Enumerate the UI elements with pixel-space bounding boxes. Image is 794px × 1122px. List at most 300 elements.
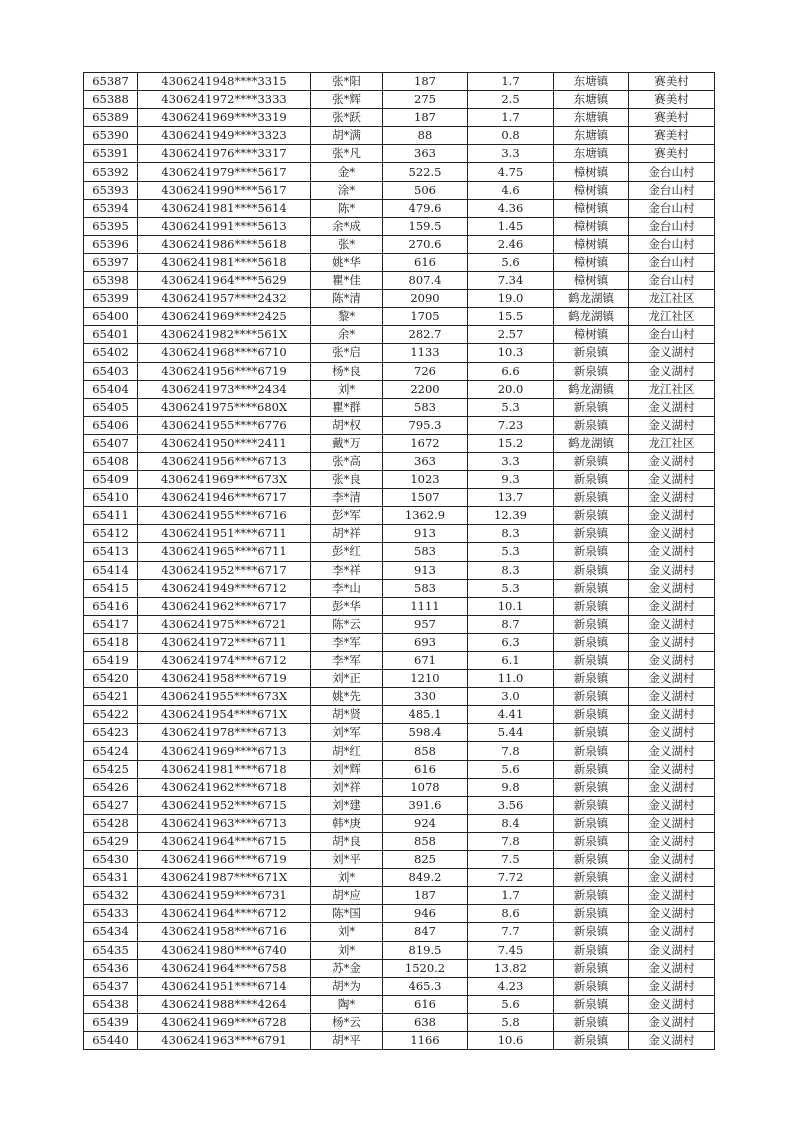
quantity-cell: 6.1 (468, 652, 554, 670)
quantity-cell: 2.5 (468, 91, 554, 109)
serial-number-cell: 65402 (84, 344, 138, 362)
quantity-cell: 8.4 (468, 814, 554, 832)
quantity-cell: 4.23 (468, 977, 554, 995)
amount-cell: 807.4 (383, 272, 468, 290)
quantity-cell: 7.7 (468, 923, 554, 941)
quantity-cell: 5.6 (468, 253, 554, 271)
serial-number-cell: 65389 (84, 109, 138, 127)
town-cell: 樟树镇 (554, 181, 629, 199)
quantity-cell: 9.8 (468, 778, 554, 796)
table-row (84, 652, 715, 670)
town-cell: 樟树镇 (554, 217, 629, 235)
quantity-cell: 5.3 (468, 543, 554, 561)
village-cell: 金义湖村 (629, 869, 715, 887)
village-cell: 金义湖村 (629, 706, 715, 724)
table-row (84, 670, 715, 688)
quantity-cell: 8.3 (468, 561, 554, 579)
village-cell: 金义湖村 (629, 489, 715, 507)
village-cell: 金台山村 (629, 217, 715, 235)
village-cell: 金义湖村 (629, 977, 715, 995)
name-cell: 胡*良 (311, 832, 383, 850)
serial-number-cell: 65435 (84, 941, 138, 959)
quantity-cell: 0.8 (468, 127, 554, 145)
amount-cell: 616 (383, 760, 468, 778)
quantity-cell: 7.72 (468, 869, 554, 887)
name-cell: 刘*军 (311, 724, 383, 742)
name-cell: 张*阳 (311, 73, 383, 91)
serial-number-cell: 65411 (84, 507, 138, 525)
amount-cell: 2090 (383, 290, 468, 308)
table-row (84, 217, 715, 235)
amount-cell: 485.1 (383, 706, 468, 724)
serial-number-cell: 65404 (84, 380, 138, 398)
table-row (84, 362, 715, 380)
amount-cell: 693 (383, 633, 468, 651)
table-row (84, 561, 715, 579)
serial-number-cell: 65423 (84, 724, 138, 742)
town-cell: 新泉镇 (554, 398, 629, 416)
town-cell: 新泉镇 (554, 452, 629, 470)
id-number-cell: 4306241956****6713 (138, 452, 311, 470)
amount-cell: 1362.9 (383, 507, 468, 525)
serial-number-cell: 65410 (84, 489, 138, 507)
name-cell: 陈*清 (311, 290, 383, 308)
name-cell: 姚*先 (311, 688, 383, 706)
town-cell: 新泉镇 (554, 887, 629, 905)
town-cell: 樟树镇 (554, 199, 629, 217)
amount-cell: 330 (383, 688, 468, 706)
table-row (84, 199, 715, 217)
village-cell: 金义湖村 (629, 452, 715, 470)
town-cell: 新泉镇 (554, 525, 629, 543)
quantity-cell: 10.1 (468, 597, 554, 615)
serial-number-cell: 65401 (84, 326, 138, 344)
amount-cell: 1520.2 (383, 959, 468, 977)
amount-cell: 282.7 (383, 326, 468, 344)
amount-cell: 506 (383, 181, 468, 199)
village-cell: 龙江社区 (629, 308, 715, 326)
id-number-cell: 4306241959****6731 (138, 887, 311, 905)
id-number-cell: 4306241990****5617 (138, 181, 311, 199)
id-number-cell: 4306241988****4264 (138, 995, 311, 1013)
id-number-cell: 4306241956****6719 (138, 362, 311, 380)
village-cell: 金义湖村 (629, 1031, 715, 1049)
town-cell: 东塘镇 (554, 73, 629, 91)
amount-cell: 1023 (383, 471, 468, 489)
town-cell: 新泉镇 (554, 742, 629, 760)
village-cell: 金义湖村 (629, 525, 715, 543)
table-row (84, 597, 715, 615)
town-cell: 东塘镇 (554, 145, 629, 163)
serial-number-cell: 65430 (84, 851, 138, 869)
table-row (84, 434, 715, 452)
table-row (84, 706, 715, 724)
quantity-cell: 8.3 (468, 525, 554, 543)
table-row (84, 887, 715, 905)
village-cell: 金义湖村 (629, 543, 715, 561)
quantity-cell: 6.3 (468, 633, 554, 651)
village-cell: 金义湖村 (629, 471, 715, 489)
quantity-cell: 5.44 (468, 724, 554, 742)
serial-number-cell: 65418 (84, 633, 138, 651)
quantity-cell: 5.3 (468, 398, 554, 416)
table-row (84, 633, 715, 651)
quantity-cell: 6.6 (468, 362, 554, 380)
table-row (84, 579, 715, 597)
id-number-cell: 4306241969****3319 (138, 109, 311, 127)
id-number-cell: 4306241972****6711 (138, 633, 311, 651)
town-cell: 新泉镇 (554, 724, 629, 742)
amount-cell: 2200 (383, 380, 468, 398)
table-row (84, 814, 715, 832)
name-cell: 李*军 (311, 633, 383, 651)
name-cell: 陈*云 (311, 615, 383, 633)
quantity-cell: 1.7 (468, 887, 554, 905)
name-cell: 瞿*佳 (311, 272, 383, 290)
table-row (84, 778, 715, 796)
amount-cell: 858 (383, 832, 468, 850)
quantity-cell: 5.8 (468, 1013, 554, 1031)
village-cell: 龙江社区 (629, 380, 715, 398)
amount-cell: 825 (383, 851, 468, 869)
amount-cell: 1078 (383, 778, 468, 796)
id-number-cell: 4306241964****6715 (138, 832, 311, 850)
town-cell: 新泉镇 (554, 905, 629, 923)
serial-number-cell: 65439 (84, 1013, 138, 1031)
id-number-cell: 4306241958****6719 (138, 670, 311, 688)
serial-number-cell: 65409 (84, 471, 138, 489)
serial-number-cell: 65426 (84, 778, 138, 796)
id-number-cell: 4306241964****6712 (138, 905, 311, 923)
table-row (84, 73, 715, 91)
serial-number-cell: 65392 (84, 163, 138, 181)
town-cell: 东塘镇 (554, 109, 629, 127)
id-number-cell: 4306241980****6740 (138, 941, 311, 959)
quantity-cell: 7.8 (468, 832, 554, 850)
quantity-cell: 19.0 (468, 290, 554, 308)
serial-number-cell: 65397 (84, 253, 138, 271)
serial-number-cell: 65433 (84, 905, 138, 923)
amount-cell: 847 (383, 923, 468, 941)
id-number-cell: 4306241964****6758 (138, 959, 311, 977)
village-cell: 金义湖村 (629, 760, 715, 778)
quantity-cell: 9.3 (468, 471, 554, 489)
village-cell: 金义湖村 (629, 959, 715, 977)
id-number-cell: 4306241949****3323 (138, 127, 311, 145)
town-cell: 新泉镇 (554, 362, 629, 380)
village-cell: 金义湖村 (629, 507, 715, 525)
town-cell: 新泉镇 (554, 579, 629, 597)
quantity-cell: 7.34 (468, 272, 554, 290)
quantity-cell: 1.45 (468, 217, 554, 235)
name-cell: 刘*祥 (311, 778, 383, 796)
amount-cell: 1507 (383, 489, 468, 507)
table-row (84, 145, 715, 163)
name-cell: 瞿*群 (311, 398, 383, 416)
serial-number-cell: 65398 (84, 272, 138, 290)
serial-number-cell: 65419 (84, 652, 138, 670)
name-cell: 李*山 (311, 579, 383, 597)
table-row (84, 724, 715, 742)
table-row (84, 507, 715, 525)
town-cell: 鹤龙湖镇 (554, 434, 629, 452)
serial-number-cell: 65436 (84, 959, 138, 977)
town-cell: 新泉镇 (554, 959, 629, 977)
id-number-cell: 4306241955****6776 (138, 416, 311, 434)
name-cell: 刘*建 (311, 796, 383, 814)
serial-number-cell: 65388 (84, 91, 138, 109)
town-cell: 新泉镇 (554, 796, 629, 814)
id-number-cell: 4306241946****6717 (138, 489, 311, 507)
amount-cell: 1166 (383, 1031, 468, 1049)
table-row (84, 832, 715, 850)
quantity-cell: 4.36 (468, 199, 554, 217)
quantity-cell: 10.6 (468, 1031, 554, 1049)
amount-cell: 616 (383, 253, 468, 271)
table-row (84, 163, 715, 181)
id-number-cell: 4306241978****6713 (138, 724, 311, 742)
id-number-cell: 4306241951****6711 (138, 525, 311, 543)
table-row (84, 869, 715, 887)
id-number-cell: 4306241951****6714 (138, 977, 311, 995)
town-cell: 新泉镇 (554, 995, 629, 1013)
name-cell: 刘*正 (311, 670, 383, 688)
village-cell: 金义湖村 (629, 561, 715, 579)
serial-number-cell: 65416 (84, 597, 138, 615)
town-cell: 新泉镇 (554, 344, 629, 362)
table-row (84, 977, 715, 995)
table-row (84, 923, 715, 941)
village-cell: 金义湖村 (629, 814, 715, 832)
town-cell: 新泉镇 (554, 507, 629, 525)
serial-number-cell: 65395 (84, 217, 138, 235)
table-row (84, 851, 715, 869)
table-row (84, 525, 715, 543)
amount-cell: 913 (383, 525, 468, 543)
table-row (84, 760, 715, 778)
village-cell: 金义湖村 (629, 688, 715, 706)
amount-cell: 391.6 (383, 796, 468, 814)
serial-number-cell: 65417 (84, 615, 138, 633)
serial-number-cell: 65393 (84, 181, 138, 199)
id-number-cell: 4306241950****2411 (138, 434, 311, 452)
town-cell: 鹤龙湖镇 (554, 290, 629, 308)
serial-number-cell: 65400 (84, 308, 138, 326)
quantity-cell: 4.75 (468, 163, 554, 181)
town-cell: 新泉镇 (554, 416, 629, 434)
village-cell: 金义湖村 (629, 851, 715, 869)
name-cell: 刘* (311, 941, 383, 959)
village-cell: 金台山村 (629, 181, 715, 199)
serial-number-cell: 65391 (84, 145, 138, 163)
town-cell: 新泉镇 (554, 543, 629, 561)
quantity-cell: 7.8 (468, 742, 554, 760)
town-cell: 新泉镇 (554, 1031, 629, 1049)
id-number-cell: 4306241954****671X (138, 706, 311, 724)
quantity-cell: 1.7 (468, 73, 554, 91)
amount-cell: 583 (383, 543, 468, 561)
amount-cell: 187 (383, 887, 468, 905)
id-number-cell: 4306241955****6716 (138, 507, 311, 525)
name-cell: 刘*平 (311, 851, 383, 869)
serial-number-cell: 65406 (84, 416, 138, 434)
serial-number-cell: 65415 (84, 579, 138, 597)
name-cell: 苏*金 (311, 959, 383, 977)
village-cell: 金义湖村 (629, 887, 715, 905)
amount-cell: 187 (383, 73, 468, 91)
table-row (84, 905, 715, 923)
id-number-cell: 4306241991****5613 (138, 217, 311, 235)
serial-number-cell: 65405 (84, 398, 138, 416)
town-cell: 樟树镇 (554, 272, 629, 290)
amount-cell: 819.5 (383, 941, 468, 959)
quantity-cell: 15.5 (468, 308, 554, 326)
amount-cell: 957 (383, 615, 468, 633)
id-number-cell: 4306241981****5614 (138, 199, 311, 217)
village-cell: 金台山村 (629, 199, 715, 217)
table-row (84, 941, 715, 959)
serial-number-cell: 65394 (84, 199, 138, 217)
village-cell: 金义湖村 (629, 742, 715, 760)
name-cell: 刘* (311, 380, 383, 398)
amount-cell: 1133 (383, 344, 468, 362)
village-cell: 金义湖村 (629, 995, 715, 1013)
id-number-cell: 4306241969****6728 (138, 1013, 311, 1031)
records-table-body (84, 73, 715, 1050)
town-cell: 新泉镇 (554, 597, 629, 615)
town-cell: 东塘镇 (554, 91, 629, 109)
village-cell: 金义湖村 (629, 778, 715, 796)
town-cell: 新泉镇 (554, 615, 629, 633)
amount-cell: 1672 (383, 434, 468, 452)
quantity-cell: 7.5 (468, 851, 554, 869)
name-cell: 李*军 (311, 652, 383, 670)
quantity-cell: 12.39 (468, 507, 554, 525)
serial-number-cell: 65428 (84, 814, 138, 832)
name-cell: 张*跃 (311, 109, 383, 127)
name-cell: 胡*贤 (311, 706, 383, 724)
name-cell: 金* (311, 163, 383, 181)
serial-number-cell: 65387 (84, 73, 138, 91)
amount-cell: 598.4 (383, 724, 468, 742)
id-number-cell: 4306241981****5618 (138, 253, 311, 271)
name-cell: 胡*为 (311, 977, 383, 995)
name-cell: 韩*庚 (311, 814, 383, 832)
village-cell: 金义湖村 (629, 923, 715, 941)
village-cell: 赛美村 (629, 109, 715, 127)
quantity-cell: 10.3 (468, 344, 554, 362)
table-row (84, 452, 715, 470)
name-cell: 张*辉 (311, 91, 383, 109)
village-cell: 金义湖村 (629, 832, 715, 850)
table-row (84, 109, 715, 127)
serial-number-cell: 65437 (84, 977, 138, 995)
table-row (84, 796, 715, 814)
town-cell: 新泉镇 (554, 814, 629, 832)
quantity-cell: 1.7 (468, 109, 554, 127)
amount-cell: 924 (383, 814, 468, 832)
id-number-cell: 4306241987****671X (138, 869, 311, 887)
quantity-cell: 13.7 (468, 489, 554, 507)
amount-cell: 616 (383, 995, 468, 1013)
quantity-cell: 5.6 (468, 760, 554, 778)
serial-number-cell: 65412 (84, 525, 138, 543)
quantity-cell: 3.3 (468, 452, 554, 470)
amount-cell: 671 (383, 652, 468, 670)
id-number-cell: 4306241948****3315 (138, 73, 311, 91)
name-cell: 陈*国 (311, 905, 383, 923)
serial-number-cell: 65396 (84, 235, 138, 253)
village-cell: 金义湖村 (629, 579, 715, 597)
quantity-cell: 20.0 (468, 380, 554, 398)
town-cell: 樟树镇 (554, 253, 629, 271)
town-cell: 新泉镇 (554, 633, 629, 651)
amount-cell: 1705 (383, 308, 468, 326)
name-cell: 刘* (311, 923, 383, 941)
serial-number-cell: 65429 (84, 832, 138, 850)
id-number-cell: 4306241962****6718 (138, 778, 311, 796)
name-cell: 刘*辉 (311, 760, 383, 778)
records-table (83, 72, 715, 1050)
amount-cell: 795.3 (383, 416, 468, 434)
village-cell: 金义湖村 (629, 652, 715, 670)
name-cell: 张*启 (311, 344, 383, 362)
id-number-cell: 4306241964****5629 (138, 272, 311, 290)
serial-number-cell: 65434 (84, 923, 138, 941)
serial-number-cell: 65407 (84, 434, 138, 452)
village-cell: 金义湖村 (629, 1013, 715, 1031)
table-row (84, 272, 715, 290)
name-cell: 李*祥 (311, 561, 383, 579)
amount-cell: 363 (383, 145, 468, 163)
name-cell: 胡*满 (311, 127, 383, 145)
name-cell: 胡*祥 (311, 525, 383, 543)
id-number-cell: 4306241982****561X (138, 326, 311, 344)
amount-cell: 479.6 (383, 199, 468, 217)
table-row (84, 326, 715, 344)
id-number-cell: 4306241973****2434 (138, 380, 311, 398)
town-cell: 东塘镇 (554, 127, 629, 145)
amount-cell: 522.5 (383, 163, 468, 181)
village-cell: 金义湖村 (629, 398, 715, 416)
id-number-cell: 4306241981****6718 (138, 760, 311, 778)
amount-cell: 638 (383, 1013, 468, 1031)
name-cell: 刘* (311, 869, 383, 887)
table-row (84, 1031, 715, 1049)
id-number-cell: 4306241952****6715 (138, 796, 311, 814)
serial-number-cell: 65390 (84, 127, 138, 145)
amount-cell: 583 (383, 398, 468, 416)
village-cell: 金义湖村 (629, 597, 715, 615)
name-cell: 张*凡 (311, 145, 383, 163)
amount-cell: 465.3 (383, 977, 468, 995)
name-cell: 彭*红 (311, 543, 383, 561)
serial-number-cell: 65421 (84, 688, 138, 706)
serial-number-cell: 65420 (84, 670, 138, 688)
amount-cell: 159.5 (383, 217, 468, 235)
amount-cell: 858 (383, 742, 468, 760)
town-cell: 新泉镇 (554, 851, 629, 869)
id-number-cell: 4306241974****6712 (138, 652, 311, 670)
id-number-cell: 4306241957****2432 (138, 290, 311, 308)
serial-number-cell: 65427 (84, 796, 138, 814)
id-number-cell: 4306241969****6713 (138, 742, 311, 760)
name-cell: 涂* (311, 181, 383, 199)
table-row (84, 471, 715, 489)
amount-cell: 583 (383, 579, 468, 597)
name-cell: 胡*平 (311, 1031, 383, 1049)
town-cell: 新泉镇 (554, 688, 629, 706)
